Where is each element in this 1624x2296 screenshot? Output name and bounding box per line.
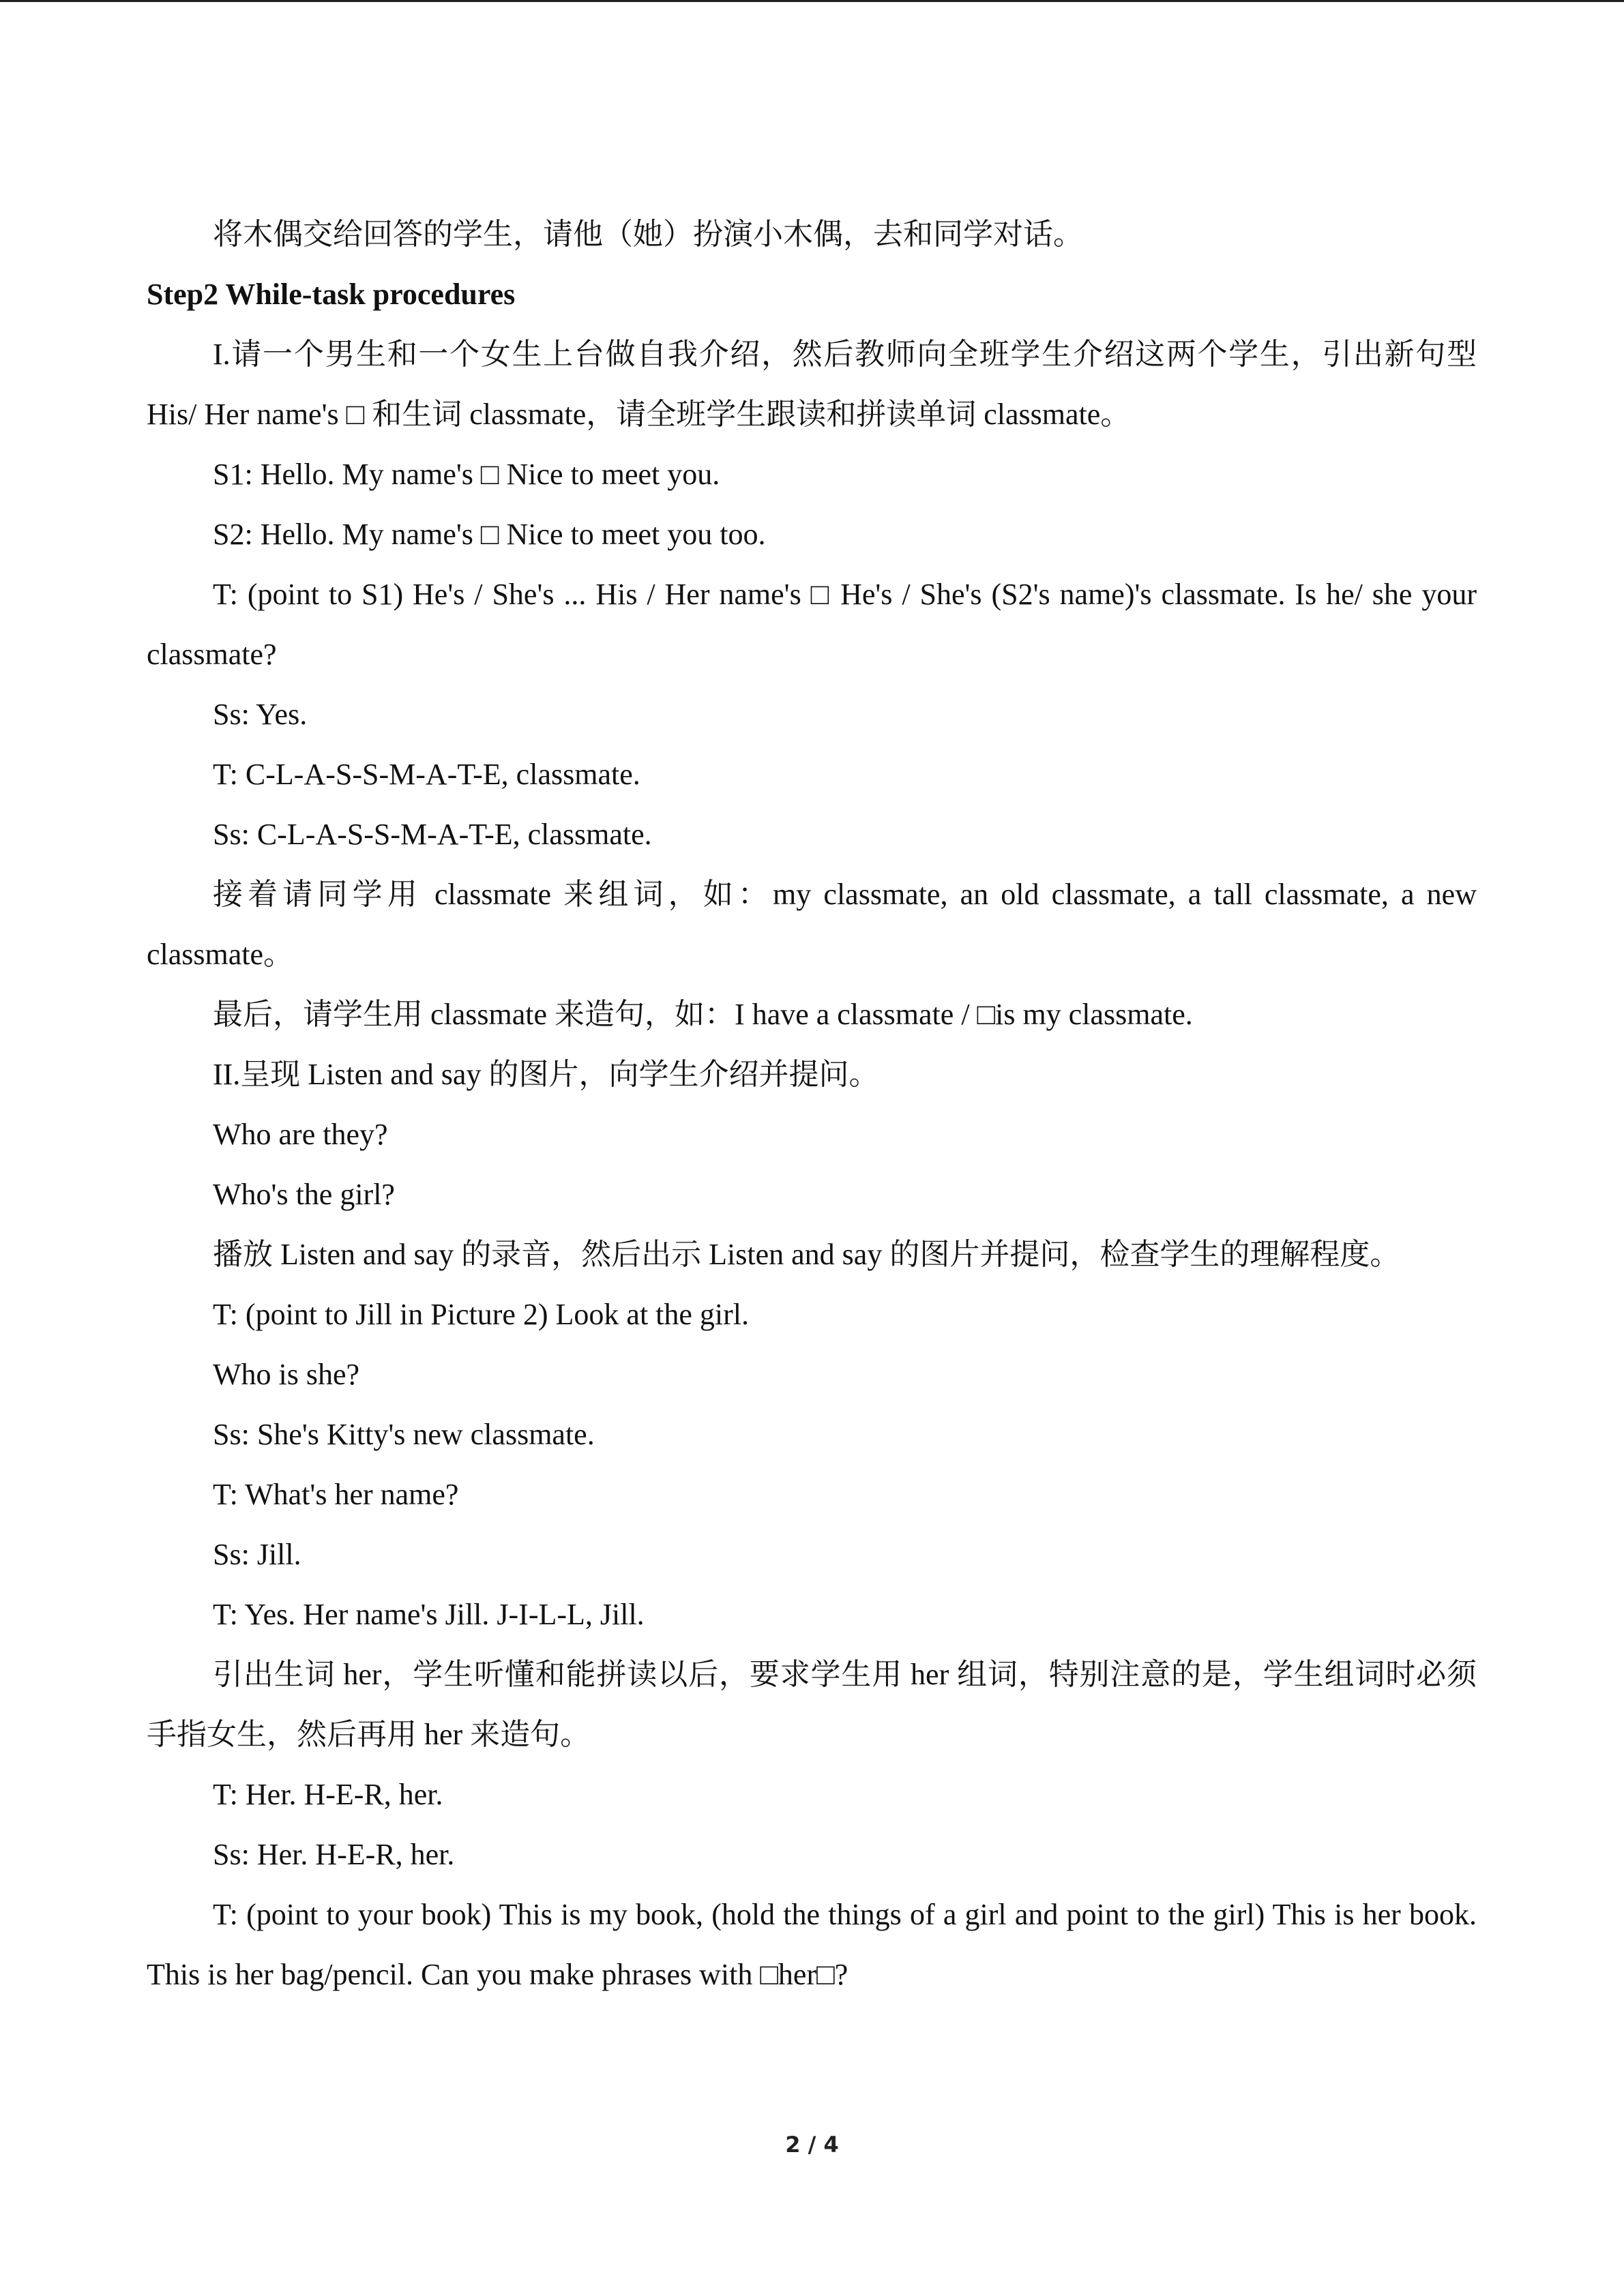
- paragraph-part-one-intro: I.请一个男生和一个女生上台做自我介绍，然后教师向全班学生介绍这两个学生，引出新句型 His/ Her name's □ 和生词 classmate，请全班学生跟读和拼读单词 classmate。: [147, 338, 1477, 431]
- question-who-is-she: Who is she?: [213, 1358, 360, 1391]
- question-whos-the-girl: Who's the girl?: [213, 1178, 395, 1211]
- paragraph-phrase-building: 接着请同学用 classmate 来组词，如：my classmate, an old classmate, a tall classmate, a new classmate。: [147, 878, 1477, 971]
- section-heading-step2: Step2 While-task procedures: [147, 278, 516, 311]
- dialogue-line-teacher-look: T: (point to Jill in Picture 2) Look at the girl.: [213, 1298, 750, 1331]
- dialogue-line-ss-jill: Ss: Jill.: [213, 1538, 301, 1571]
- dialogue-line-ss-spelling: Ss: C-L-A-S-S-M-A-T-E, classmate.: [213, 818, 652, 851]
- dialogue-line-teacher-her-name: T: What's her name?: [213, 1478, 459, 1511]
- dialogue-line-s2: S2: Hello. My name's □ Nice to meet you too.: [213, 518, 766, 551]
- dialogue-line-teacher-her-book: T: (point to your book) This is my book, (hold the things of a girl and point to the girl) This is her book. This is her bag/pencil. Can you make phrases with □her□?: [147, 1898, 1477, 1991]
- paragraph-introduce-her: 引出生词 her，学生听懂和能拼读以后，要求学生用 her 组词，特别注意的是，学生组词时必须手指女生，然后再用 her 来造句。: [147, 1658, 1477, 1751]
- paragraph-sentence-building: 最后，请学生用 classmate 来造句，如：I have a classmate / □is my classmate.: [213, 998, 1193, 1031]
- document-page-body: [147, 205, 1477, 2005]
- dialogue-line-teacher-jill-spelling: T: Yes. Her name's Jill. J-I-L-L, Jill.: [213, 1598, 645, 1631]
- paragraph-part-two-intro: II.呈现 Listen and say 的图片，向学生介绍并提问。: [213, 1058, 879, 1091]
- top-border-line: [0, 0, 1624, 2]
- dialogue-line-ss-yes: Ss: Yes.: [213, 698, 308, 731]
- dialogue-line-teacher-her-spelling: T: Her. H-E-R, her.: [213, 1778, 443, 1811]
- dialogue-line-ss-new-classmate: Ss: She's Kitty's new classmate.: [213, 1418, 595, 1451]
- page-number: 2 / 4: [785, 2132, 839, 2158]
- dialogue-line-teacher-spelling: T: C-L-A-S-S-M-A-T-E, classmate.: [213, 758, 640, 791]
- paragraph-puppet-dialogue: 将木偶交给回答的学生，请他（她）扮演小木偶，去和同学对话。: [213, 218, 1083, 251]
- question-who-are-they: Who are they?: [213, 1118, 388, 1151]
- dialogue-line-ss-her-spelling: Ss: Her. H-E-R, her.: [213, 1838, 455, 1871]
- paragraph-play-recording: 播放 Listen and say 的录音，然后出示 Listen and say 的图片并提问，检查学生的理解程度。: [213, 1238, 1400, 1271]
- dialogue-line-s1: S1: Hello. My name's □ Nice to meet you.: [213, 458, 720, 491]
- dialogue-line-teacher-classmate: T: (point to S1) He's / She's ... His / Her name's □ He's / She's (S2's name)'s classmate. Is he/ she your classmate?: [147, 578, 1477, 671]
